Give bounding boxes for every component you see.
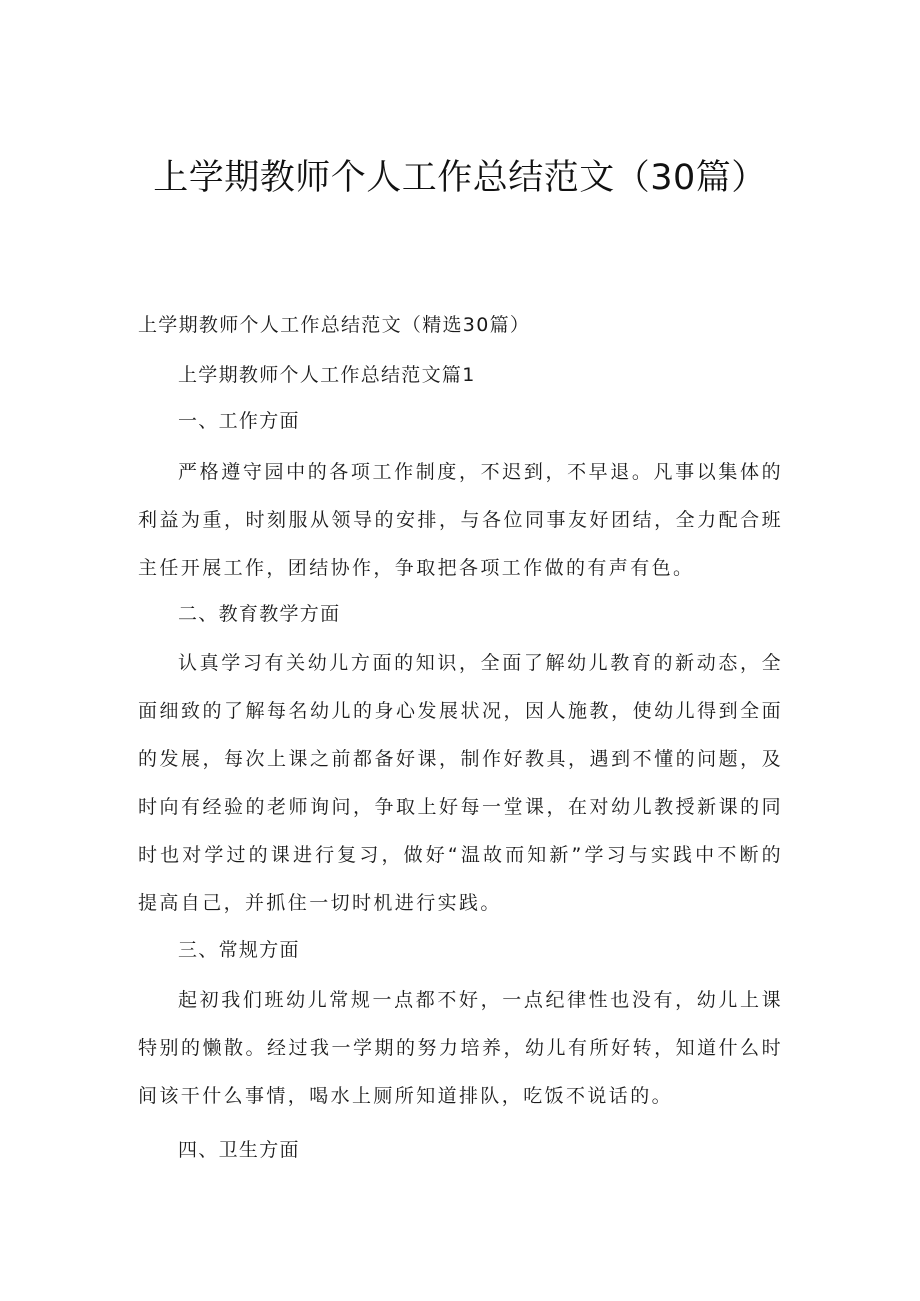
article-heading: 上学期教师个人工作总结范文篇1 (178, 364, 476, 386)
section-heading: 四、卫生方面 (178, 1139, 300, 1161)
section-paragraph: 认真学习有关幼儿方面的知识，全面了解幼儿教育的新动态，全面细致的了解每名幼儿的身心发展状况，因人施教，使幼儿得到全面的发展，每次上课之前都备好课，制作好教具，遇到不懂的问题，及时向有经验的老师询问，争取上好每一堂课，在对幼儿教授新课的同时也对学过的课进行复习，做好“温故而知新”学习与实践中不断的提高自己，并抓住一切时机进行实践。 (138, 652, 783, 914)
document-subtitle: 上学期教师个人工作总结范文（精选30篇） (138, 314, 531, 336)
section-paragraph: 起初我们班幼儿常规一点都不好，一点纪律性也没有，幼儿上课特别的懒散。经过我一学期的努力培养，幼儿有所好转，知道什么时间该干什么事情，喝水上厕所知道排队，吃饭不说话的。 (138, 989, 783, 1107)
section-heading: 一、工作方面 (178, 410, 300, 432)
section-heading: 二、教育教学方面 (178, 603, 341, 625)
document-title: 上学期教师个人工作总结范文（30篇） (153, 158, 767, 198)
section-heading: 三、常规方面 (178, 939, 300, 961)
section-paragraph: 严格遵守园中的各项工作制度，不迟到，不早退。凡事以集体的利益为重，时刻服从领导的安排，与各位同事友好团结，全力配合班主任开展工作，团结协作，争取把各项工作做的有声有色。 (138, 461, 783, 579)
